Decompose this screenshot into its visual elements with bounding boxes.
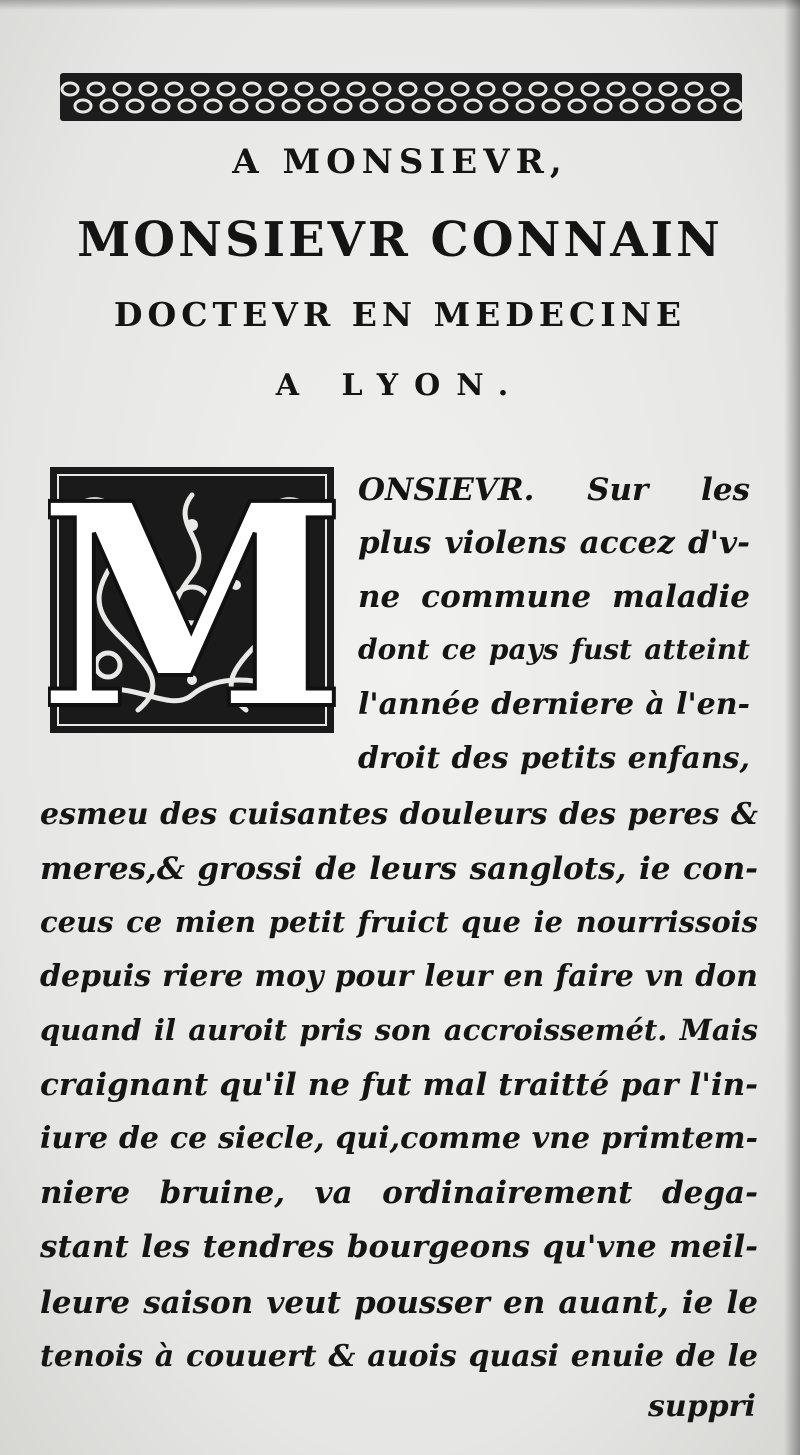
- page-shadow-top: [0, 0, 800, 10]
- text-line: stant les tendres bourgeons qu'vne meil-: [40, 1229, 758, 1265]
- text-line: droit des petits enfans,: [358, 741, 750, 776]
- heading-recipient: MONSIEVR CONNAIN: [77, 212, 723, 268]
- heading-address: A MONSIEVR,: [232, 142, 568, 182]
- heading-title: DOCTEVR EN MEDECINE: [113, 295, 687, 334]
- heading-place: A LYON.: [275, 368, 525, 403]
- text-line: craignant qu'il ne fut mal traitté par l'in-: [40, 1067, 758, 1103]
- floral-initial-icon: [48, 465, 336, 735]
- svg-text:M: M: [48, 465, 336, 735]
- text-line: esmeu des cuisantes douleurs des peres &: [40, 797, 758, 832]
- text-line: meres,& grossi de leurs sanglots, ie con-: [40, 851, 758, 887]
- text-line: l'année derniere à l'en-: [358, 687, 750, 722]
- text-line: niere bruine, va ordinairement dega-: [40, 1175, 758, 1211]
- catchword: suppri: [648, 1389, 756, 1424]
- ornamental-headband: [60, 73, 742, 121]
- drop-cap-initial: [48, 465, 336, 735]
- text-line: plus violens accez d'v-: [358, 525, 750, 561]
- text-line: dont ce pays fust atteint: [358, 633, 750, 666]
- text-line: leure saison veut pousser en auant, ie le: [40, 1285, 758, 1321]
- text-line: ne commune maladie: [358, 579, 750, 615]
- text-line: ceus ce mien petit fruict que ie nourrissois: [40, 905, 758, 939]
- text-line: depuis riere moy pour leur en faire vn don: [40, 959, 758, 994]
- text-line: quand il auroit pris son accroissemét. Mais: [40, 1013, 758, 1047]
- text-line: tenois à couuert & auois quasi enuie de le: [40, 1339, 758, 1374]
- text-line: iure de ce siecle, qui,comme vne primtem-: [40, 1121, 758, 1156]
- text-line: ONSIEVR. Sur les: [358, 472, 750, 508]
